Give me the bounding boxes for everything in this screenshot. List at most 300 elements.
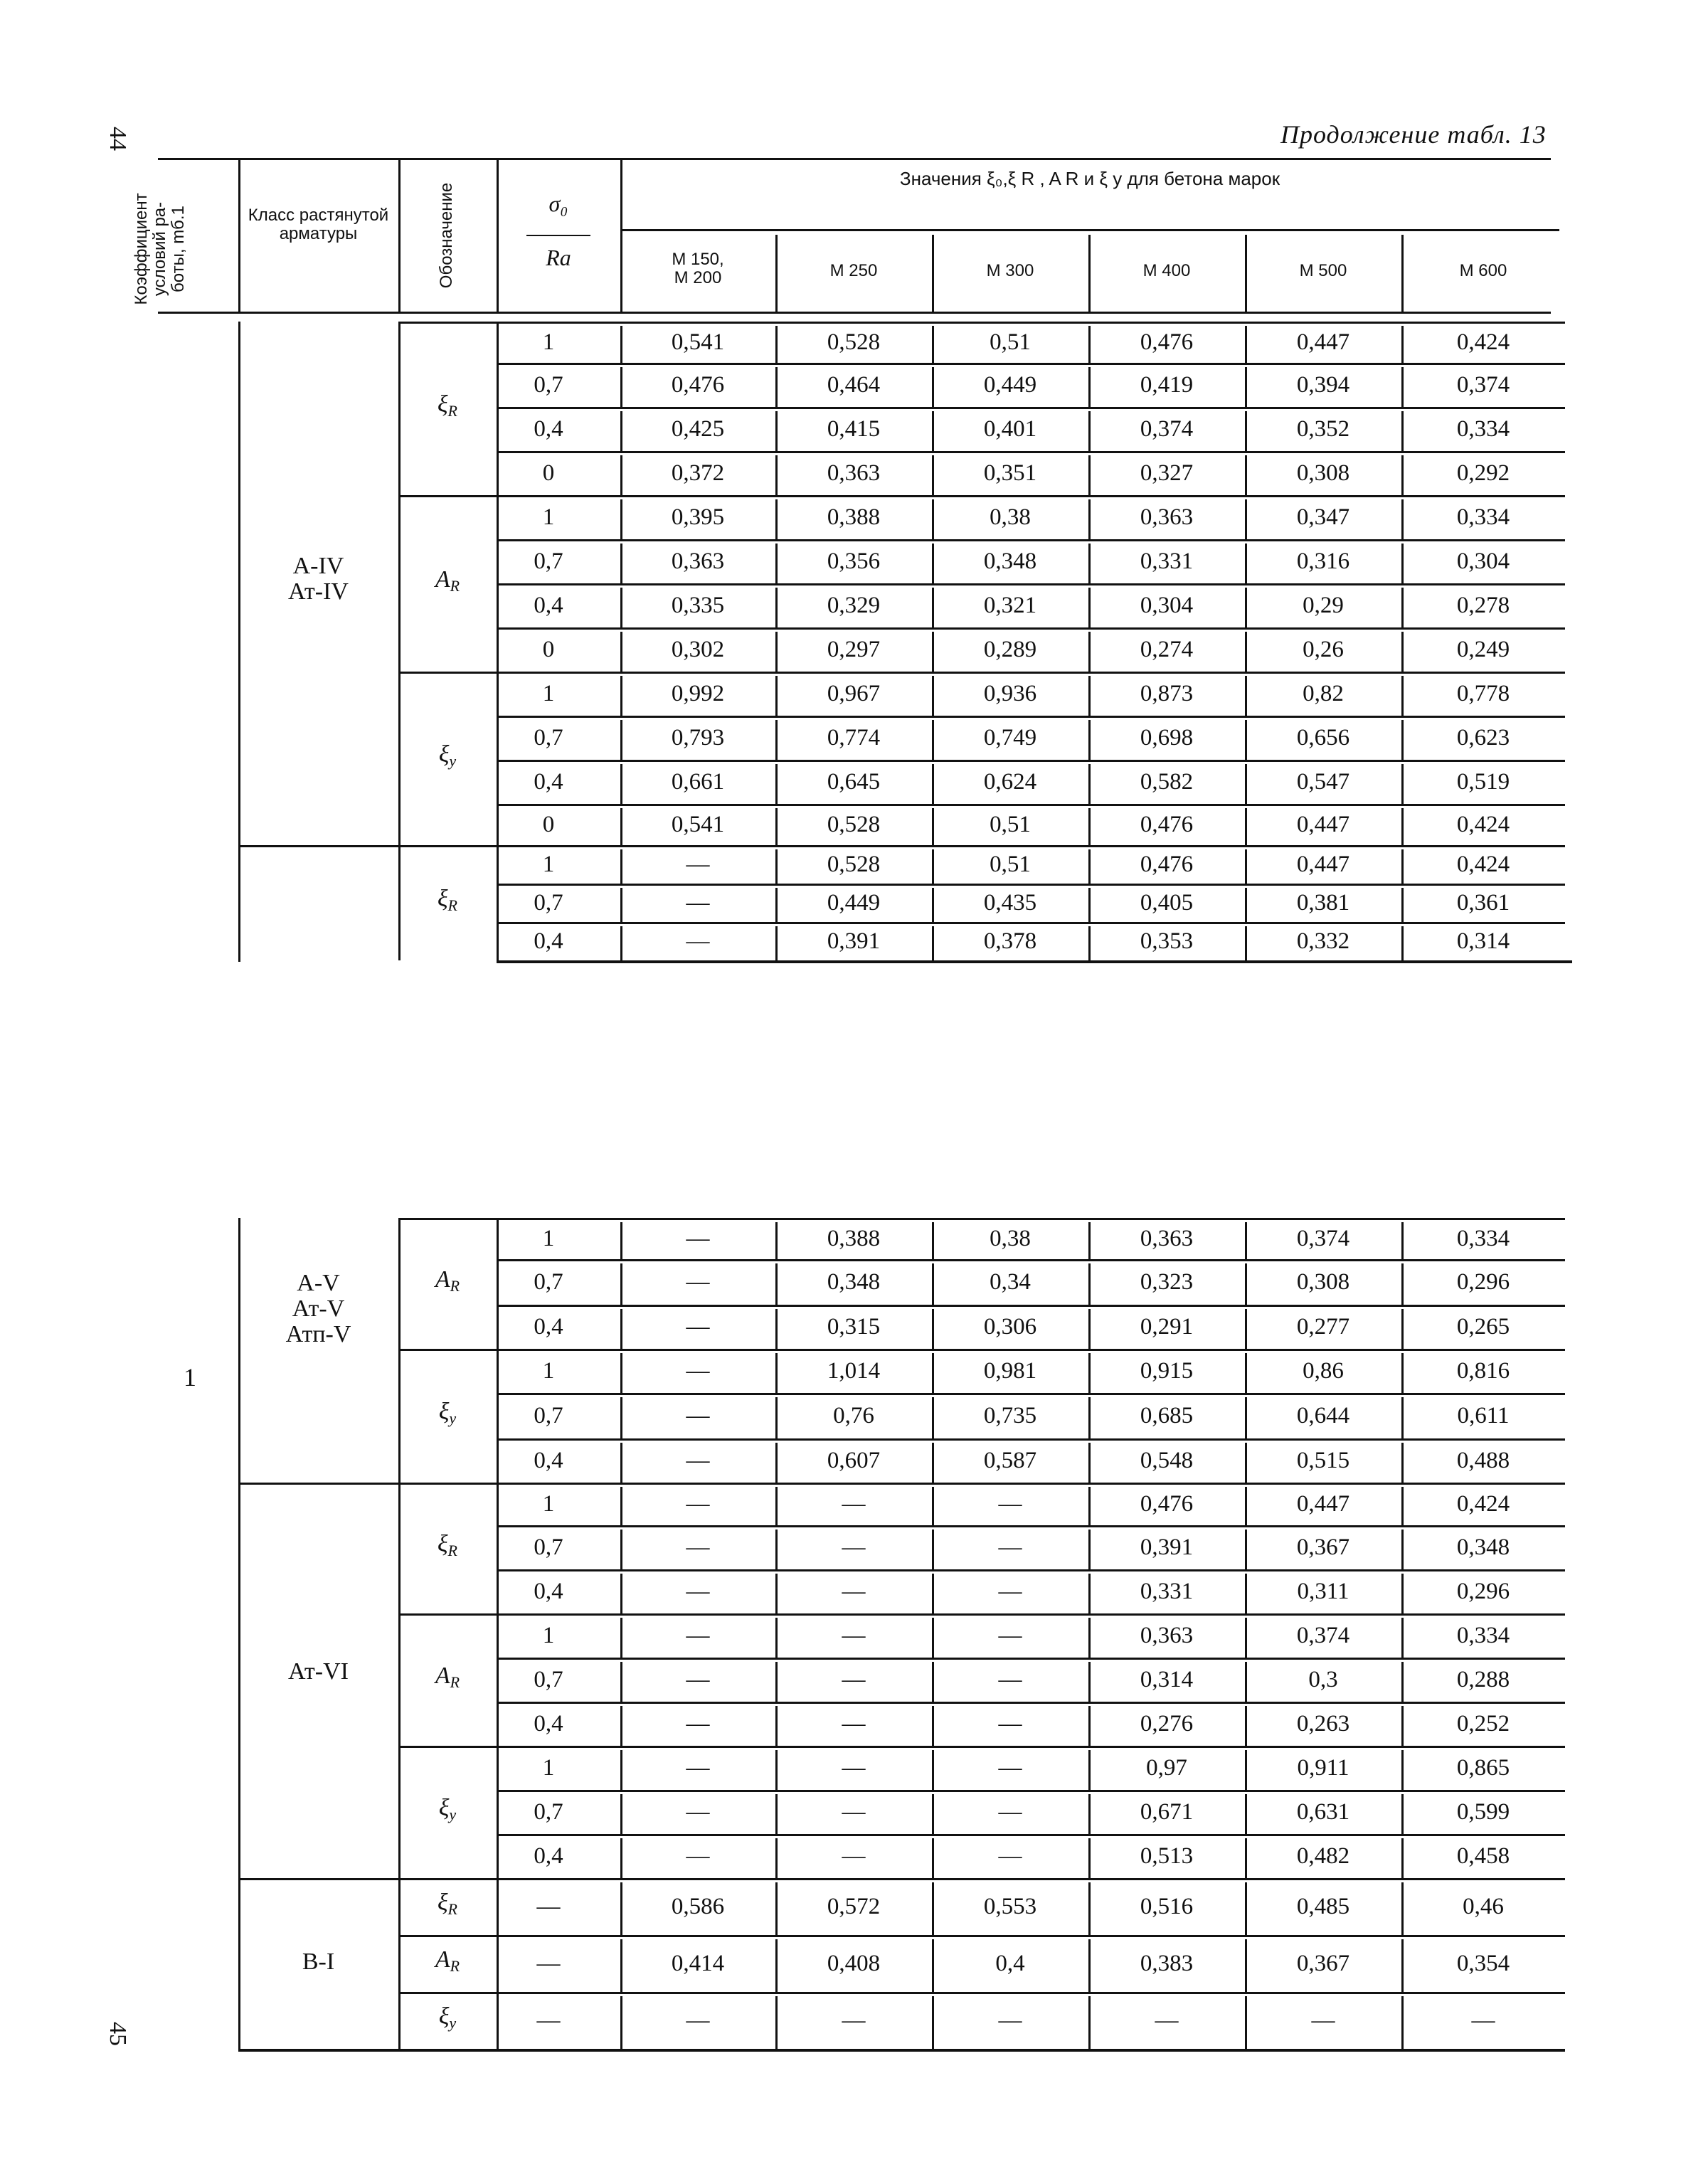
value-column-line <box>620 1996 622 2049</box>
value-cell: — <box>686 1579 710 1604</box>
value-column-line <box>1088 1750 1091 1790</box>
value-cell: — <box>842 1534 866 1560</box>
value-column-line <box>1088 1996 1091 2049</box>
value-column-line <box>1245 849 1247 884</box>
value-cell: 0,424 <box>1456 329 1510 355</box>
value-column-line <box>932 676 934 716</box>
value-cell: 0,485 <box>1296 1894 1350 1919</box>
value-column-line <box>620 1353 622 1393</box>
value-column-line <box>620 367 622 407</box>
value-cell: 0,356 <box>827 548 881 574</box>
symbol-cell <box>398 741 497 770</box>
value-column-line <box>932 1662 934 1702</box>
value-column-line <box>1401 1882 1404 1935</box>
value-column-line <box>1401 1353 1404 1393</box>
value-column-line <box>775 1222 778 1259</box>
value-cell: 0,51 <box>990 329 1031 355</box>
value-cell: 0,408 <box>827 1951 881 1976</box>
value-column-line <box>620 1574 622 1613</box>
value-cell: 0,631 <box>1296 1799 1350 1825</box>
value-cell: 0,34 <box>990 1269 1031 1295</box>
value-cell: 0,378 <box>983 928 1037 954</box>
value-column-line <box>1245 1222 1247 1259</box>
ratio-column-line <box>497 1483 499 1613</box>
value-cell: 0,347 <box>1296 504 1350 530</box>
value-column-line <box>932 1939 934 1992</box>
value-cell: — <box>998 1843 1022 1869</box>
value-column-line <box>1401 1574 1404 1613</box>
value-column-line <box>932 367 934 407</box>
value-column-line <box>620 499 622 539</box>
value-cell: — <box>1471 2008 1495 2033</box>
value-column-line <box>1088 1263 1091 1305</box>
value-cell: 0,414 <box>671 1951 725 1976</box>
ratio-cell: — <box>536 1951 561 1976</box>
value-column-line <box>1088 1397 1091 1438</box>
ratio-cell: 0,7 <box>534 548 563 574</box>
value-column-line <box>932 588 934 627</box>
value-column-line <box>775 1263 778 1305</box>
value-cell: 0,321 <box>983 593 1037 618</box>
symbol-subscript: R <box>447 402 457 420</box>
value-column-line <box>620 632 622 672</box>
value-column-line <box>932 808 934 845</box>
value-column-line <box>1088 849 1091 884</box>
ratio-cell: 0,4 <box>534 1579 563 1604</box>
value-cell: 0,277 <box>1296 1314 1350 1340</box>
symbol-cell <box>398 1663 497 1692</box>
ratio-cell: 1 <box>542 1623 555 1648</box>
value-cell: — <box>686 928 710 954</box>
value-cell: 0,464 <box>827 372 881 398</box>
value-cell: 0,548 <box>1140 1448 1194 1473</box>
header-divider <box>238 158 240 312</box>
value-cell: 0,482 <box>1296 1843 1350 1869</box>
value-cell: 0,306 <box>983 1314 1037 1340</box>
value-cell: — <box>842 2008 866 2033</box>
value-cell: 0,449 <box>983 372 1037 398</box>
value-column-line <box>620 1309 622 1349</box>
value-cell: 0,394 <box>1296 372 1350 398</box>
value-cell: — <box>998 1755 1022 1781</box>
symbol-cell <box>398 1946 497 1976</box>
value-column-line <box>1245 455 1247 495</box>
value-cell: 0,363 <box>1140 1226 1194 1251</box>
value-cell: 0,405 <box>1140 890 1194 916</box>
value-cell: 0,334 <box>1456 1226 1510 1251</box>
value-cell: 0,735 <box>983 1403 1037 1428</box>
value-cell: 0,981 <box>983 1358 1037 1384</box>
value-column-line <box>1088 1487 1091 1525</box>
value-cell: 0,351 <box>983 460 1037 486</box>
value-column-line <box>620 1222 622 1259</box>
value-column-line <box>1245 1353 1247 1393</box>
symbol-subscript: R <box>450 1673 460 1691</box>
value-column-line <box>620 1443 622 1483</box>
value-column-line <box>1088 326 1091 363</box>
class-label: В-I <box>302 1949 335 1975</box>
value-cell: 0,541 <box>671 812 725 837</box>
value-column-line <box>620 1662 622 1702</box>
value-cell: 0,391 <box>1140 1534 1194 1560</box>
value-column-line <box>620 411 622 451</box>
value-cell: 0,873 <box>1140 681 1194 706</box>
value-cell: 0,374 <box>1296 1226 1350 1251</box>
value-cell: 0,865 <box>1456 1755 1510 1781</box>
value-column-line <box>1401 926 1404 960</box>
value-column-line <box>932 632 934 672</box>
value-cell: 0,314 <box>1140 1667 1194 1692</box>
value-column-line <box>1245 1309 1247 1349</box>
ratio-cell: 0,4 <box>534 769 563 795</box>
value-cell: 0,348 <box>983 548 1037 574</box>
value-cell: 0,289 <box>983 637 1037 662</box>
value-column-line <box>1088 1574 1091 1613</box>
value-column-line <box>1401 1794 1404 1834</box>
value-column-line <box>1088 1222 1091 1259</box>
value-column-line <box>1088 544 1091 583</box>
symbol-subscript: R <box>447 1900 457 1918</box>
value-column-line <box>775 1662 778 1702</box>
value-cell: — <box>686 1226 710 1251</box>
symbol-column-line <box>398 322 401 495</box>
value-cell: 0,304 <box>1456 548 1510 574</box>
value-column-line <box>1088 1882 1091 1935</box>
value-column-line <box>932 926 934 960</box>
value-column-line <box>1401 676 1404 716</box>
ratio-column-line <box>497 1218 499 1349</box>
ratio-cell: 1 <box>542 329 555 355</box>
class-group-rule <box>238 845 398 847</box>
value-column-line <box>932 1222 934 1259</box>
value-cell: 0,599 <box>1456 1799 1510 1825</box>
value-cell: 0,513 <box>1140 1843 1194 1869</box>
symbol-subscript: y <box>449 1409 457 1427</box>
symbol-column-line <box>398 1349 401 1483</box>
symbol-cell <box>398 391 497 420</box>
ratio-column-line <box>497 1349 499 1483</box>
ratio-cell: 0 <box>542 812 555 837</box>
value-column-line <box>775 632 778 672</box>
header-symbol: Обозначение <box>437 182 456 289</box>
value-column-line <box>932 1487 934 1525</box>
value-column-line <box>775 367 778 407</box>
value-cell: 0,915 <box>1140 1358 1194 1384</box>
value-column-line <box>775 455 778 495</box>
value-cell: 0,331 <box>1140 1579 1194 1604</box>
value-cell: 0,314 <box>1456 928 1510 954</box>
symbol-cell <box>398 1266 497 1295</box>
value-column-line <box>1245 326 1247 363</box>
value-column-line <box>620 1939 622 1992</box>
value-column-line <box>1088 1838 1091 1878</box>
value-column-line <box>775 1574 778 1613</box>
value-column-line <box>1245 1397 1247 1438</box>
ratio-cell: 0,7 <box>534 1667 563 1692</box>
value-column-line <box>775 1996 778 2049</box>
ratio-cell: 0,7 <box>534 890 563 916</box>
value-cell: 0,249 <box>1456 637 1510 662</box>
ratio-column-line <box>497 1746 499 1878</box>
value-cell: 0,292 <box>1456 460 1510 486</box>
ratio-cell: 0,7 <box>534 372 563 398</box>
value-cell: 0,611 <box>1457 1403 1510 1428</box>
value-cell: 0,335 <box>671 593 725 618</box>
value-cell: 0,447 <box>1296 812 1350 837</box>
value-cell: — <box>686 1667 710 1692</box>
value-column-line <box>1088 1618 1091 1658</box>
value-cell: 0,276 <box>1140 1711 1194 1737</box>
value-column-line <box>1401 1838 1404 1878</box>
value-column-line <box>932 1750 934 1790</box>
value-cell: — <box>842 1667 866 1692</box>
value-column-line <box>1401 1939 1404 1992</box>
ratio-column-line <box>497 845 499 960</box>
ratio-cell: 0,7 <box>534 1534 563 1560</box>
value-cell: 0,76 <box>833 1403 874 1428</box>
value-column-line <box>775 1618 778 1658</box>
value-column-line <box>1401 764 1404 804</box>
value-cell: 0,778 <box>1456 681 1510 706</box>
value-cell: — <box>686 1403 710 1428</box>
value-cell: 0,363 <box>1140 504 1194 530</box>
ratio-cell: 0,7 <box>534 1403 563 1428</box>
value-cell: 0,528 <box>827 852 881 877</box>
value-column-line <box>775 720 778 760</box>
value-column-line <box>775 326 778 363</box>
value-column-line <box>1245 1263 1247 1305</box>
value-column-line <box>620 1618 622 1658</box>
value-column-line <box>1088 1939 1091 1992</box>
value-column-line <box>620 720 622 760</box>
value-column-line <box>620 544 622 583</box>
symbol-subscript: R <box>450 577 460 595</box>
value-column-line <box>1245 499 1247 539</box>
header-top-rule <box>158 158 1551 160</box>
value-column-line <box>620 588 622 627</box>
symbol-column-line <box>398 1218 401 1349</box>
table-end-rule <box>497 960 1572 963</box>
value-column-line <box>1401 1309 1404 1349</box>
value-column-line <box>932 1263 934 1305</box>
value-column-line <box>1245 1618 1247 1658</box>
value-column-line <box>932 1618 934 1658</box>
value-column-line <box>1088 808 1091 845</box>
class-group-rule <box>238 1878 398 1880</box>
symbol-cell <box>398 1889 497 1919</box>
ratio-cell: 0,7 <box>534 725 563 751</box>
symbol-letter: ξ <box>438 2003 450 2030</box>
header-grade: М 400 <box>1142 261 1191 280</box>
value-column-line <box>1401 1750 1404 1790</box>
value-cell: — <box>686 2008 710 2033</box>
value-column-line <box>932 411 934 451</box>
value-column-line <box>620 326 622 363</box>
symbol-column-line <box>398 1613 401 1746</box>
class-label: А-V Ат-V Атп-V <box>285 1270 351 1347</box>
value-cell: 0,363 <box>827 460 881 486</box>
value-cell: 0,936 <box>983 681 1037 706</box>
left-page-number: 44 <box>105 127 131 151</box>
value-column-line <box>1088 720 1091 760</box>
value-cell: 0,334 <box>1456 416 1510 442</box>
value-column-line <box>932 326 934 363</box>
value-column-line <box>932 1996 934 2049</box>
value-cell: 0,367 <box>1296 1951 1350 1976</box>
value-cell: — <box>842 1623 866 1648</box>
value-cell: 0,424 <box>1456 812 1510 837</box>
symbol-letter: ξ <box>437 391 448 418</box>
ratio-cell: 0 <box>542 637 555 662</box>
symbol-column-line <box>398 1878 401 1935</box>
symbol-cell <box>398 566 497 595</box>
value-column-line <box>1245 1706 1247 1746</box>
value-column-line <box>620 849 622 884</box>
value-cell: 0,348 <box>827 1269 881 1295</box>
value-column-line <box>1245 1882 1247 1935</box>
value-column-line <box>1401 1706 1404 1746</box>
value-column-line <box>775 1750 778 1790</box>
value-cell: 0,547 <box>1296 769 1350 795</box>
ratio-column-line <box>497 1935 499 1992</box>
symbol-column-line <box>398 1992 401 2049</box>
value-column-line <box>1088 1662 1091 1702</box>
value-column-line <box>1245 1838 1247 1878</box>
header-grade: М 250 <box>829 261 878 280</box>
value-cell: 0,572 <box>827 1894 881 1919</box>
value-cell: 0,381 <box>1296 890 1350 916</box>
value-cell: 0,447 <box>1296 329 1350 355</box>
value-cell: 0,424 <box>1456 1491 1510 1517</box>
value-cell: 0,329 <box>827 593 881 618</box>
class-label: Ат-VI <box>288 1658 349 1685</box>
value-column-line <box>620 808 622 845</box>
value-cell: — <box>998 1491 1022 1517</box>
value-column-line <box>1245 808 1247 845</box>
value-cell: 0,645 <box>827 769 881 795</box>
value-column-line <box>1245 1662 1247 1702</box>
value-column-line <box>1088 499 1091 539</box>
value-column-line <box>1401 1222 1404 1259</box>
value-cell: 0,278 <box>1456 593 1510 618</box>
value-cell: — <box>686 1314 710 1340</box>
class-label: А-IV Ат-IV <box>288 553 349 605</box>
header-ratio-denominator: Rа <box>546 245 571 270</box>
value-column-line <box>1401 1487 1404 1525</box>
value-column-line <box>1245 888 1247 922</box>
symbol-letter: A <box>435 1663 450 1689</box>
value-cell: 0,374 <box>1140 416 1194 442</box>
value-column-line <box>775 1397 778 1438</box>
value-column-line <box>932 1397 934 1438</box>
value-column-line <box>775 499 778 539</box>
value-column-line <box>1088 632 1091 672</box>
symbol-letter: ξ <box>437 886 448 912</box>
value-column-line <box>1245 926 1247 960</box>
ratio-cell: 0,4 <box>534 1711 563 1737</box>
symbol-subscript: y <box>449 2014 457 2032</box>
ratio-cell: 0,4 <box>534 928 563 954</box>
value-cell: 0,327 <box>1140 460 1194 486</box>
value-column-line <box>1401 1662 1404 1702</box>
value-column-line <box>1088 1706 1091 1746</box>
value-cell: 0,586 <box>671 1894 725 1919</box>
value-column-line <box>932 888 934 922</box>
header-class: Класс растянутой арматуры <box>248 206 389 243</box>
value-column-line <box>932 455 934 495</box>
value-column-line <box>1401 499 1404 539</box>
symbol-letter: ξ <box>437 1531 448 1557</box>
value-cell: 0,51 <box>990 812 1031 837</box>
ratio-cell: 0,7 <box>534 1269 563 1295</box>
value-column-line <box>1245 1794 1247 1834</box>
header-grade: М 500 <box>1299 261 1347 280</box>
value-column-line <box>932 849 934 884</box>
header-grade: М 150, М 200 <box>672 250 724 287</box>
ratio-cell: 0,4 <box>534 593 563 618</box>
value-column-line <box>1088 888 1091 922</box>
value-column-line <box>775 1939 778 1992</box>
value-cell: 0,661 <box>671 769 725 795</box>
symbol-letter: ξ <box>438 1399 450 1425</box>
value-column-line <box>620 1882 622 1935</box>
value-cell: 0,419 <box>1140 372 1194 398</box>
value-column-line <box>620 764 622 804</box>
symbol-column-line <box>398 672 401 845</box>
value-cell: 0,29 <box>1303 593 1344 618</box>
symbol-letter: A <box>435 566 450 593</box>
value-cell: — <box>1155 2008 1179 2033</box>
value-column-line <box>620 1530 622 1569</box>
value-column-line <box>1401 808 1404 845</box>
value-column-line <box>1245 1443 1247 1483</box>
value-column-line <box>932 1706 934 1746</box>
value-cell: 0,488 <box>1456 1448 1510 1473</box>
value-cell: 0,288 <box>1456 1667 1510 1692</box>
value-cell: — <box>842 1711 866 1737</box>
value-column-line <box>1245 1750 1247 1790</box>
value-column-line <box>1401 544 1404 583</box>
value-cell: — <box>686 1269 710 1295</box>
ratio-column-line <box>497 1992 499 2049</box>
value-column-line <box>1245 1996 1247 2049</box>
value-column-line <box>775 1487 778 1525</box>
value-column-line <box>1401 1263 1404 1305</box>
header-span-rule <box>620 229 1559 231</box>
value-column-line <box>1088 676 1091 716</box>
value-column-line <box>1245 720 1247 760</box>
value-column-line <box>620 1487 622 1525</box>
header-grade: М 600 <box>1459 261 1507 280</box>
value-column-line <box>1245 588 1247 627</box>
value-column-line <box>1088 588 1091 627</box>
value-cell: 0,308 <box>1296 1269 1350 1295</box>
symbol-letter: ξ <box>438 741 450 768</box>
value-cell: 0,51 <box>990 852 1031 877</box>
value-cell: — <box>998 2008 1022 2033</box>
symbol-column-line <box>398 1935 401 1992</box>
value-column-line <box>1245 1530 1247 1569</box>
value-cell: — <box>998 1667 1022 1692</box>
value-cell: 0,519 <box>1456 769 1510 795</box>
ratio-cell: 0,7 <box>534 1799 563 1825</box>
value-cell: 0,332 <box>1296 928 1350 954</box>
value-cell: — <box>998 1799 1022 1825</box>
value-column-line <box>620 455 622 495</box>
value-column-line <box>1245 367 1247 407</box>
value-cell: 0,624 <box>983 769 1037 795</box>
value-cell: 0,388 <box>827 504 881 530</box>
